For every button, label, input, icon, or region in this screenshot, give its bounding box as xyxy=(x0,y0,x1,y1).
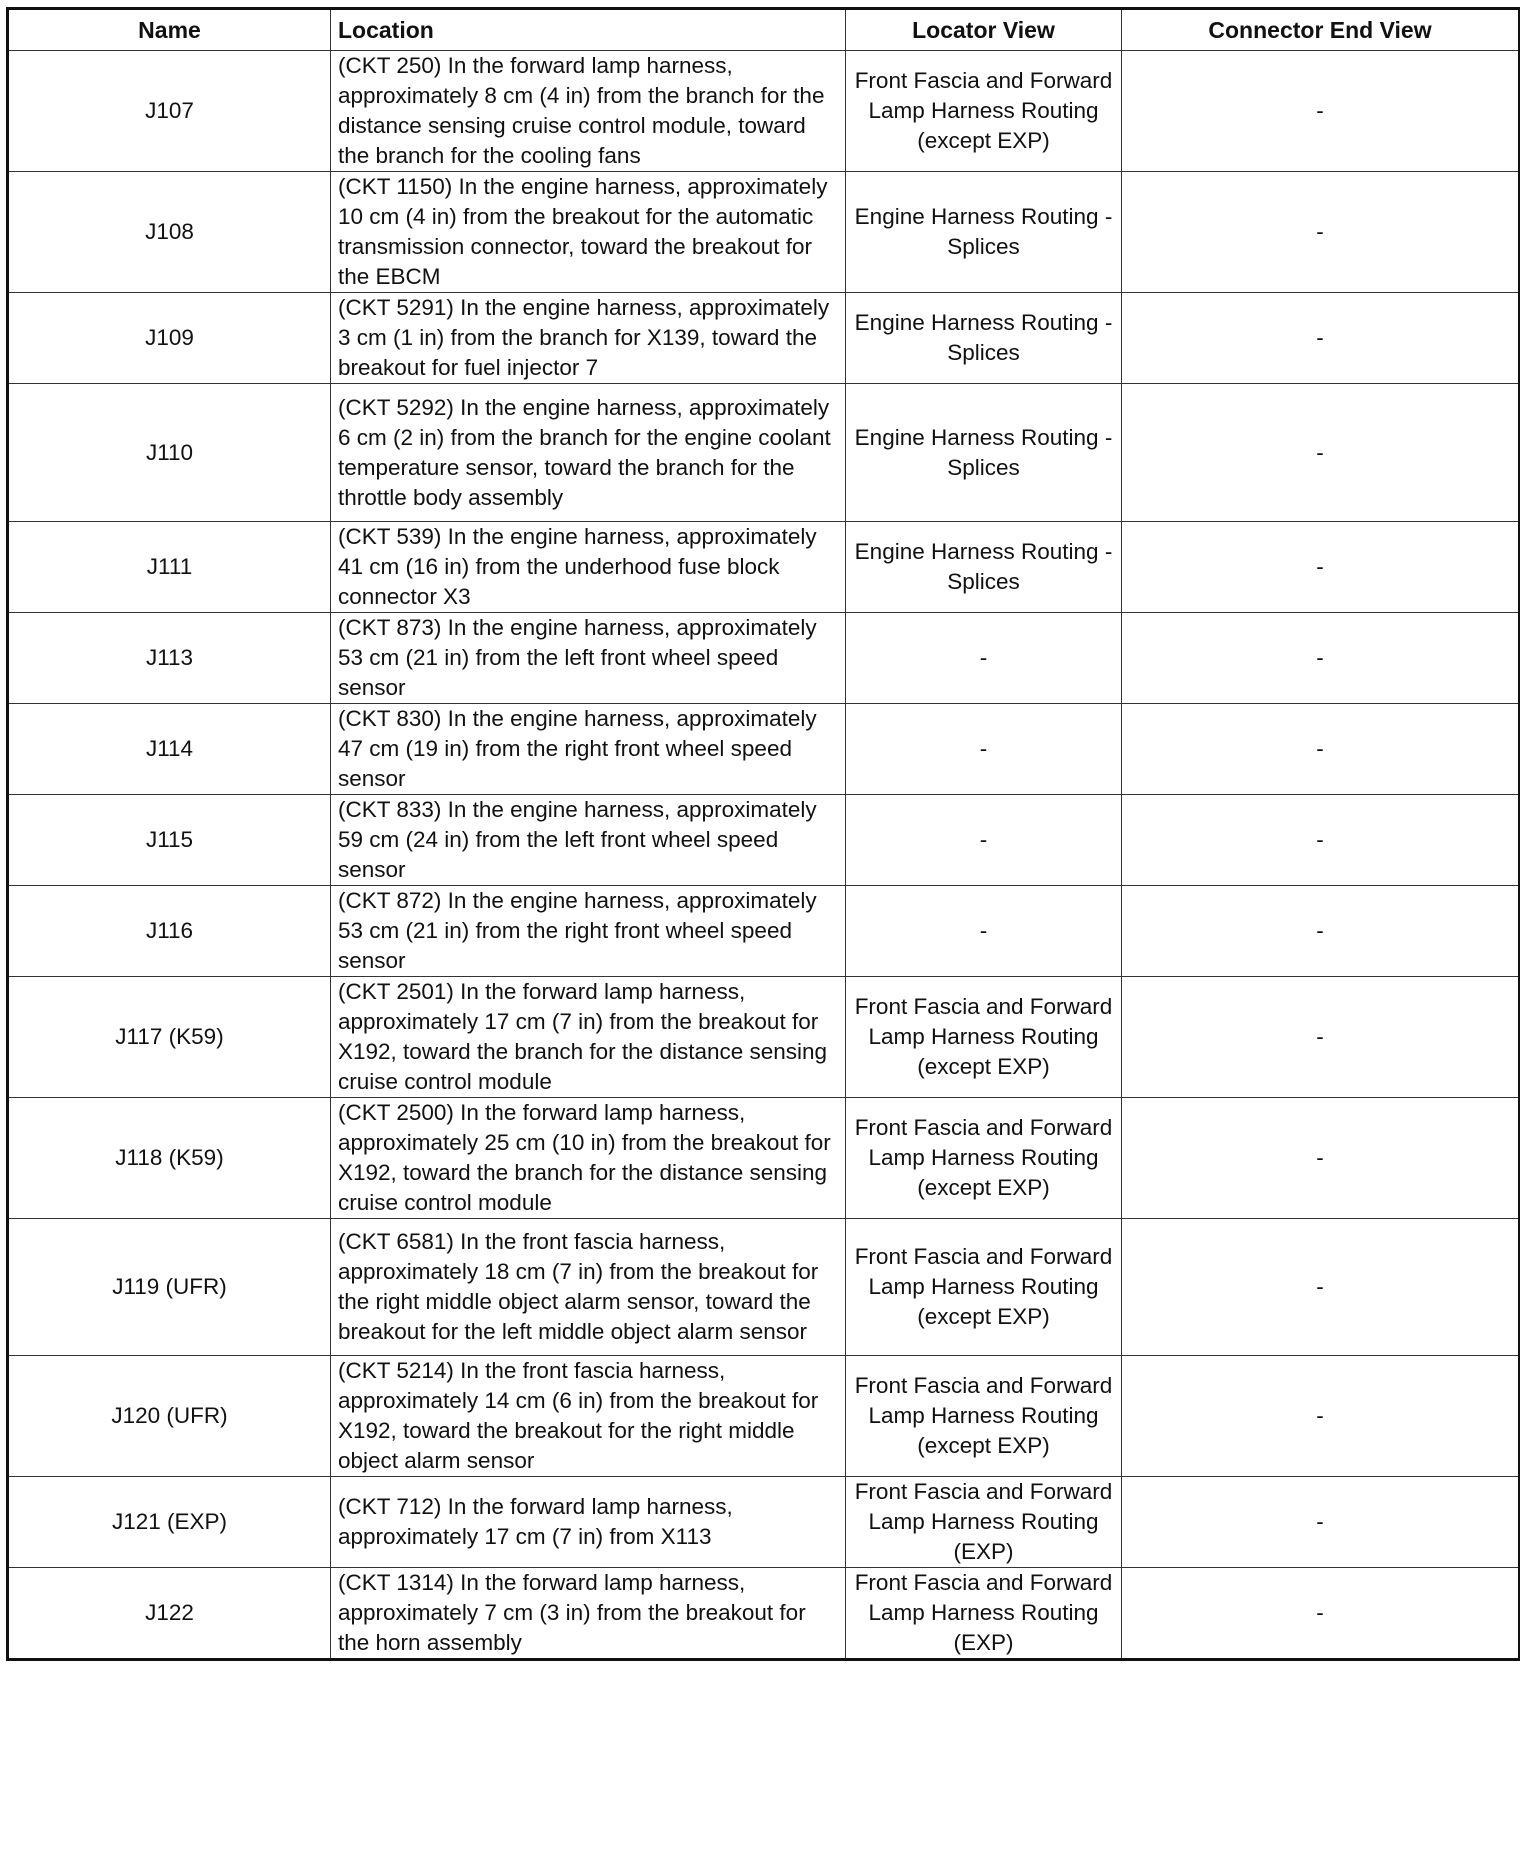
splice-location: (CKT 2500) In the forward lamp harness, approximately 25 cm (10 in) from the breakout for X192, toward the branch for the distance sensing cruise control module xyxy=(331,1098,846,1219)
table-row xyxy=(8,172,1520,293)
splice-locator-view: Engine Harness Routing - Splices xyxy=(846,293,1122,384)
splice-locator-view: - xyxy=(846,886,1122,977)
splice-location: (CKT 830) In the engine harness, approximately 47 cm (19 in) from the right front wheel speed sensor xyxy=(331,704,846,795)
splice-name: J116 xyxy=(8,886,331,977)
table-row xyxy=(8,977,1520,1098)
splice-location: (CKT 2501) In the forward lamp harness, approximately 17 cm (7 in) from the breakout for X192, toward the branch for the distance sensing cruise control module xyxy=(331,977,846,1098)
splice-location: (CKT 1150) In the engine harness, approximately 10 cm (4 in) from the breakout for the automatic transmission connector, toward the breakout for the EBCM xyxy=(331,172,846,293)
table-row xyxy=(8,1098,1520,1219)
splice-name: J109 xyxy=(8,293,331,384)
splice-name: J107 xyxy=(8,51,331,172)
splice-name: J113 xyxy=(8,613,331,704)
splice-locator-view: - xyxy=(846,704,1122,795)
table-row xyxy=(8,1568,1520,1660)
splice-connector-end-view: - xyxy=(1122,795,1520,886)
splice-locator-view: Engine Harness Routing - Splices xyxy=(846,172,1122,293)
splice-name: J120 (UFR) xyxy=(8,1356,331,1477)
header-connector-end-view: Connector End View xyxy=(1122,9,1520,51)
table-row xyxy=(8,795,1520,886)
table-row xyxy=(8,1219,1520,1356)
splice-connector-end-view: - xyxy=(1122,704,1520,795)
splice-connector-end-view: - xyxy=(1122,51,1520,172)
splice-name: J110 xyxy=(8,384,331,522)
splice-connector-end-view: - xyxy=(1122,1219,1520,1356)
splice-connector-end-view: - xyxy=(1122,1356,1520,1477)
splice-location: (CKT 873) In the engine harness, approximately 53 cm (21 in) from the left front wheel speed sensor xyxy=(331,613,846,704)
splice-locator-view: Front Fascia and Forward Lamp Harness Routing (EXP) xyxy=(846,1477,1122,1568)
table-row xyxy=(8,1356,1520,1477)
splice-connector-end-view: - xyxy=(1122,1568,1520,1660)
table-row xyxy=(8,51,1520,172)
splice-name: J108 xyxy=(8,172,331,293)
splice-location: (CKT 712) In the forward lamp harness, approximately 17 cm (7 in) from X113 xyxy=(331,1477,846,1568)
splice-locator-view: Front Fascia and Forward Lamp Harness Routing (except EXP) xyxy=(846,1098,1122,1219)
splice-name: J114 xyxy=(8,704,331,795)
splice-connector-end-view: - xyxy=(1122,293,1520,384)
splice-location: (CKT 1314) In the forward lamp harness, approximately 7 cm (3 in) from the breakout for the horn assembly xyxy=(331,1568,846,1660)
splice-locator-view: Front Fascia and Forward Lamp Harness Routing (EXP) xyxy=(846,1568,1122,1660)
splice-name: J122 xyxy=(8,1568,331,1660)
header-location: Location xyxy=(331,9,846,51)
table-row xyxy=(8,704,1520,795)
splice-name: J117 (K59) xyxy=(8,977,331,1098)
table-header-row xyxy=(8,9,1520,51)
table-row xyxy=(8,1477,1520,1568)
splice-location: (CKT 5292) In the engine harness, approximately 6 cm (2 in) from the branch for the engine coolant temperature sensor, toward the branch for the throttle body assembly xyxy=(331,384,846,522)
table-row xyxy=(8,613,1520,704)
splice-locator-view: - xyxy=(846,613,1122,704)
splice-name: J115 xyxy=(8,795,331,886)
splice-name: J118 (K59) xyxy=(8,1098,331,1219)
header-name: Name xyxy=(8,9,331,51)
splice-connector-end-view: - xyxy=(1122,1477,1520,1568)
splice-locator-view: Engine Harness Routing - Splices xyxy=(846,522,1122,613)
splice-location: (CKT 539) In the engine harness, approximately 41 cm (16 in) from the underhood fuse block connector X3 xyxy=(331,522,846,613)
table-row xyxy=(8,522,1520,613)
splice-locator-view: Front Fascia and Forward Lamp Harness Routing (except EXP) xyxy=(846,1356,1122,1477)
splice-connector-end-view: - xyxy=(1122,172,1520,293)
table-row xyxy=(8,886,1520,977)
table-body xyxy=(8,51,1520,1660)
splice-locator-view: - xyxy=(846,795,1122,886)
splice-location: (CKT 833) In the engine harness, approximately 59 cm (24 in) from the left front wheel speed sensor xyxy=(331,795,846,886)
splice-connector-end-view: - xyxy=(1122,977,1520,1098)
splice-name: J121 (EXP) xyxy=(8,1477,331,1568)
splice-connector-end-view: - xyxy=(1122,1098,1520,1219)
splice-location: (CKT 5214) In the front fascia harness, approximately 14 cm (6 in) from the breakout for X192, toward the breakout for the right middle object alarm sensor xyxy=(331,1356,846,1477)
splice-location: (CKT 6581) In the front fascia harness, approximately 18 cm (7 in) from the breakout for the right middle object alarm sensor, toward the breakout for the left middle object alarm sensor xyxy=(331,1219,846,1356)
table-row xyxy=(8,384,1520,522)
splice-locator-view: Front Fascia and Forward Lamp Harness Routing (except EXP) xyxy=(846,977,1122,1098)
header-locator-view: Locator View xyxy=(846,9,1122,51)
splice-location-table xyxy=(6,7,1520,1661)
table-row xyxy=(8,293,1520,384)
splice-name: J111 xyxy=(8,522,331,613)
splice-locator-view: Front Fascia and Forward Lamp Harness Routing (except EXP) xyxy=(846,1219,1122,1356)
splice-connector-end-view: - xyxy=(1122,613,1520,704)
splice-locator-view: Front Fascia and Forward Lamp Harness Routing (except EXP) xyxy=(846,51,1122,172)
splice-connector-end-view: - xyxy=(1122,384,1520,522)
splice-connector-end-view: - xyxy=(1122,522,1520,613)
splice-name: J119 (UFR) xyxy=(8,1219,331,1356)
splice-location: (CKT 872) In the engine harness, approximately 53 cm (21 in) from the right front wheel speed sensor xyxy=(331,886,846,977)
splice-connector-end-view: - xyxy=(1122,886,1520,977)
splice-location: (CKT 5291) In the engine harness, approximately 3 cm (1 in) from the branch for X139, toward the breakout for fuel injector 7 xyxy=(331,293,846,384)
splice-location: (CKT 250) In the forward lamp harness, approximately 8 cm (4 in) from the branch for the distance sensing cruise control module, toward the branch for the cooling fans xyxy=(331,51,846,172)
splice-locator-view: Engine Harness Routing - Splices xyxy=(846,384,1122,522)
